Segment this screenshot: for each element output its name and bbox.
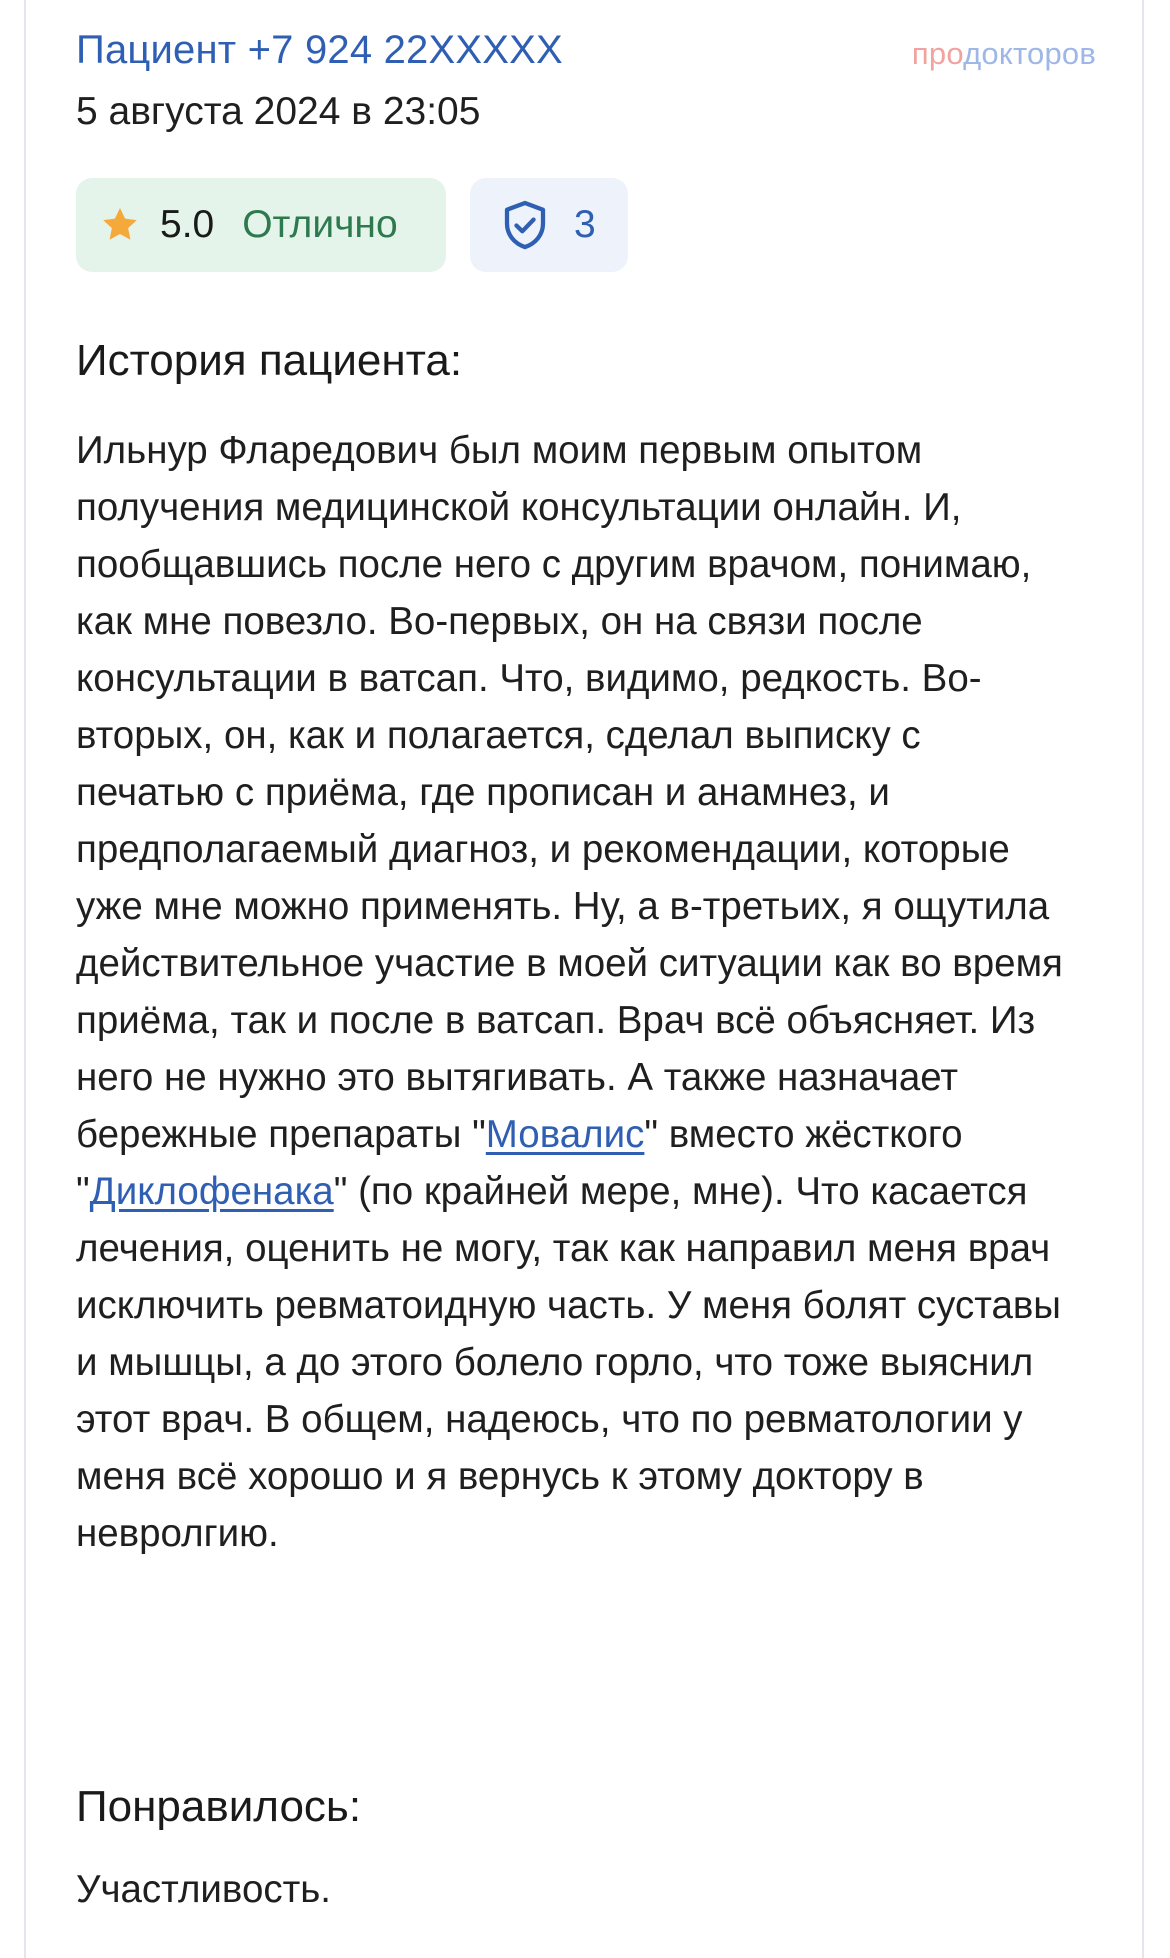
brand-logo-part2: докторов bbox=[963, 36, 1096, 71]
history-heading: История пациента: bbox=[76, 336, 463, 385]
history-text-part2: " вместо жёсткого " bbox=[76, 1113, 963, 1213]
rating-badge[interactable] bbox=[76, 178, 446, 272]
brand-logo-part1: про bbox=[911, 36, 964, 71]
rating-score: 5.0 bbox=[160, 203, 215, 246]
brand-logo bbox=[912, 36, 1096, 72]
review-badges bbox=[76, 178, 628, 272]
rating-label: Отлично bbox=[242, 203, 398, 246]
verification-badge[interactable] bbox=[470, 178, 628, 272]
liked-heading: Понравилось: bbox=[76, 1782, 362, 1831]
star-icon bbox=[100, 205, 140, 245]
history-text-part1: Ильнур Фларедович был моим первым опытом получения медицинской консультации онлайн. И, пообщавшись после него с другим врачом, понимаю, как мне повезло. Во-первых, он на связи после консультации в ватсап. Что, видимо, редкость. Во-вторых, он, как и полагается, сделал выписку с печатью с приёма, где прописан и анамнез, и предполагаемый диагноз, и рекомендации, которые уже мне можно применять. Ну, а в-третьих, я ощутила действительное участие в моей ситуации как во время приёма, так и после в ватсап. Врач всё объясняет. Из него не нужно это вытягивать. А также назначает бережные препараты " bbox=[76, 429, 1063, 1156]
verification-count: 3 bbox=[574, 203, 596, 246]
liked-text: Участливость. bbox=[76, 1868, 332, 1911]
history-text bbox=[76, 422, 1076, 1562]
shield-check-icon bbox=[498, 197, 552, 253]
review-author[interactable]: Пациент +7 924 22XXXXX bbox=[76, 28, 563, 72]
review-date: 5 августа 2024 в 23:05 bbox=[76, 90, 481, 133]
drug-link-diclofenac[interactable]: Диклофенака bbox=[89, 1170, 334, 1213]
drug-link-movalis[interactable]: Мовалис bbox=[485, 1113, 645, 1156]
history-text-part3: " (по крайней мере, мне). Что касается лечения, оценить не могу, так как направил меня врач исключить ревматоидную часть. У меня болят суставы и мышцы, а до этого болело горло, что тоже выяснил этот врач. В общем, надеюсь, что по ревматологии у меня всё хорошо и я вернусь к этому доктору в невролгию. bbox=[76, 1170, 1061, 1555]
